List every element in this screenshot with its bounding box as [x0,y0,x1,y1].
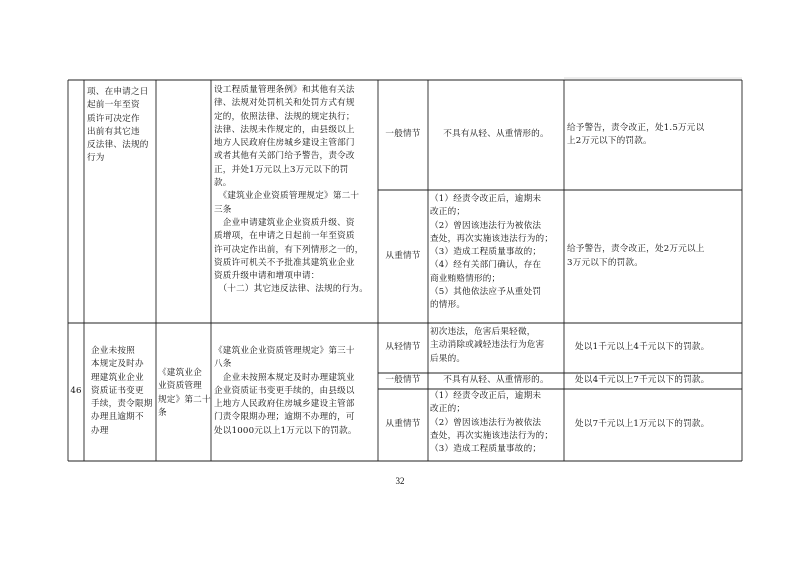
tier-level-mitigated-46: 从轻情节 [385,342,421,353]
tier-penalty-aggravated-46: 处以7千元以上1万元以下的罚款。 [575,419,710,430]
tier-penalty-general-46: 处以4千元以上7千元以下的罚款。 [575,375,710,386]
tier-condition-mitigated-46: 初次违法，危害后果轻微， 主动消除或减轻违法行为危害 后果的。 [430,327,545,364]
tier-condition-general-46: 不具有从轻、从重情形的。 [443,375,549,386]
tier-penalty-mitigated-46: 处以1千元以上4千元以下的罚款。 [575,342,710,353]
tier-condition-aggravated-top: （1）经责令改正后，逾期未 改正的； （2）曾因该违法行为被依法 查处，再次实施该违法行为的； （3）造成工程质量事故的； （4）经有关部门确认，存在 商业贿赂情形的； （5）其他依法应予从重处罚 的情形。 [430,194,554,311]
basis-short-cell-46: 《建筑业企 业资质管理 规定》第二十 条 [158,368,211,418]
tier-level-general-top: 一般情节 [385,129,421,140]
page-number: 32 [395,476,405,486]
legal-basis-cell-top: 设工程质量管理条例》和其他有关法 律、法规对处罚机关和处罚方式有规 定的，依照法律、法规的规定执行； 法律、法规未作规定的，由县级以上 地方人民政府住房城乡建设主管部门 或者其他有关部门给予警告，责令改 正，并处1万元以上3万元以下的罚 款。 《建筑业企业资质管理规定》第二十 三条 企业申请建筑业企业资质升级、资 质增项，在申请之日起前一年至资质 许可决定作出前，有下列情形之一的， 资质许可机关不予批准其建筑业企业 资质升级申请和增项申请： （十二）其它违反法律、法规的行为。 [214,85,368,295]
tier-level-aggravated-top: 从重情节 [385,250,421,261]
offense-cell-top: 项、在申请之日 起前一年至资 质许可决定作 出前有其它违 反法律、法规的 行为 [87,87,149,164]
tier-condition-general-top: 不具有从轻、从重情形的。 [443,129,549,140]
tier-penalty-general-top: 给予警告，责令改正，处1.5万元以 上2万元以下的罚款。 [567,122,705,146]
tier-level-general-46: 一般情节 [385,375,421,386]
tier-condition-aggravated-46: （1）经责令改正后，逾期未 改正的； （2）曾因该违法行为被依法 查处，再次实施该违法行为的； （3）造成工程质量事故的； [430,391,554,455]
legal-basis-cell-46: 《建筑业企业资质管理规定》第三十 八条 企业未按照本规定及时办理建筑业 企业资质证书变更手续的，由县级以 上地方人民政府住房城乡建设主管部 门责令限期办理；逾期不办理的，可 处以1000元以上1万元以下的罚款。 [214,346,357,436]
offense-cell-46: 企业未按照 本规定及时办 理建筑业企业 资质证书变更 手续，责令限期 办理且逾期不 办理 [91,346,153,436]
row-number: 46 [70,386,82,397]
tier-penalty-aggravated-top: 给予警告，责令改正，处2万元以上 3万元以下的罚款。 [567,244,705,268]
tier-level-aggravated-46: 从重情节 [385,419,421,430]
